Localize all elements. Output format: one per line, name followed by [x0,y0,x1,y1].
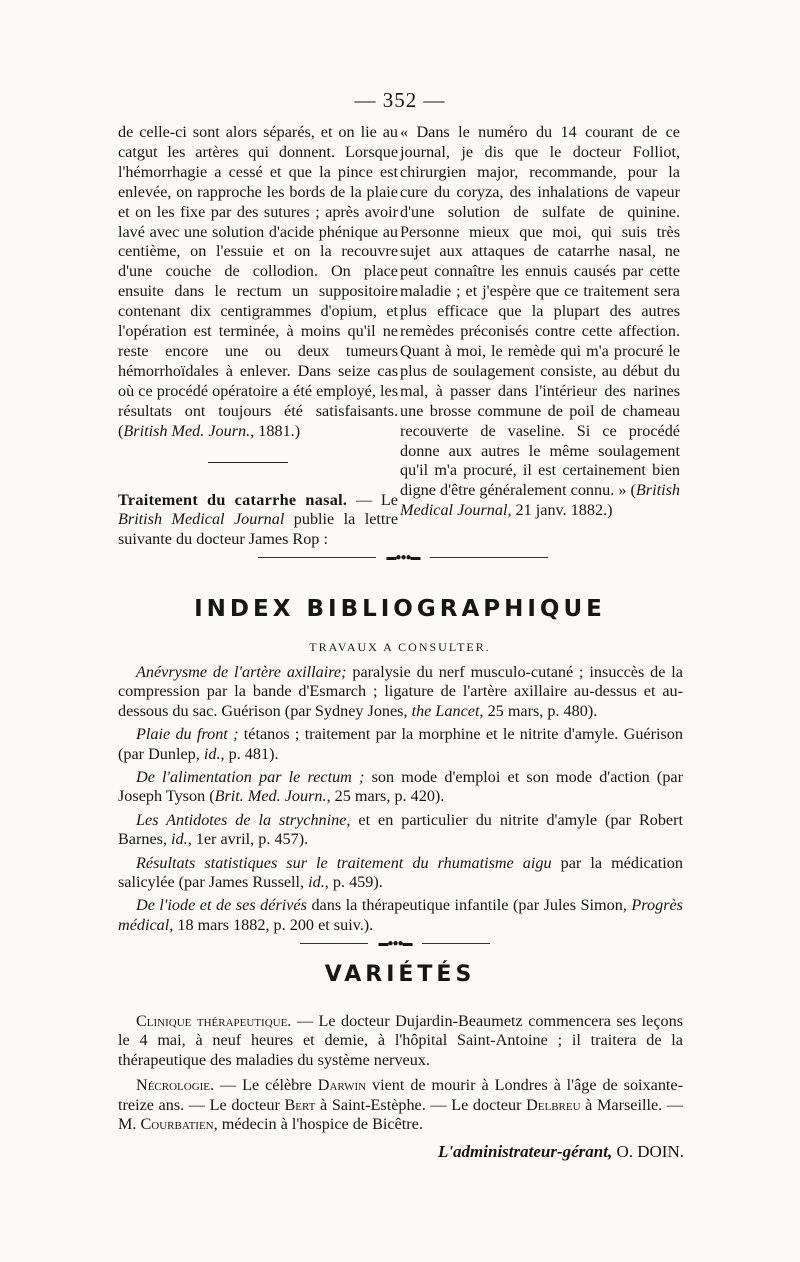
entry-text: dans la thérapeutique infantile (par Jules Simon, [306,896,632,915]
signature [330,1142,684,1162]
catarrhe-dash: — Le [347,490,398,509]
left-column [118,123,398,550]
entry-title: Résultats statistiques sur le traitement du rhumatisme aigu [136,853,552,872]
letter-text: « Dans le numéro du 14 courant de ce journal, je dis que le docteur Folliot, chirurgien major, recommande, pour la cure du coryza, des inhalations de vapeur d'une solution de sulfate de quinine. Personne mieux que moi, qui suis très sujet aux attaques de catarrhe nasal, ne peut connaître les ennuis causés par cette maladie ; et j'espère que ce traitement sera plus efficace que la plupart des autres remèdes préconisés contre cette affection. Quant à moi, le remède qui m'a procuré le plus de soulagement consiste, au début du mal, à passer dans l'intérieur des narines une brosse commune de poil de chameau recouverte de vaseline. Si ce procédé donne aux autres le même soulagement qu'il m'a procuré, il est certainement bien digne d'être généralement connu. » ( [400,123,680,500]
ornament-line-left [300,943,368,944]
index-entry [118,896,683,935]
clinique-head: Clinique thérapeutique. [136,1012,292,1030]
necrologie-name: Darwin [317,1076,367,1095]
ornament-knot: ▬●●●▬ [378,938,412,949]
catarrhe-source: British Medical Journal [118,510,285,529]
index-entry [118,663,683,721]
entry-ref: 18 mars 1882, p. 200 et suiv.). [173,915,374,934]
entry-source: id. [203,744,221,763]
necrologie-paragraph [118,1076,683,1134]
entry-text: et en particulier du nitrite d'amyle (par Robert Barnes, [118,810,684,849]
letter-tail: 21 janv. 1882.) [511,501,613,520]
index-entry [118,725,683,764]
left-para-source-tail: , 1881.) [250,421,301,440]
ornament-line-left [258,557,376,558]
varietes-body [118,1012,683,1140]
catarrhe-heading: Traitement du catarrhe nasal. [118,490,348,509]
necrologie-text: , médecin à l'hospice de Bicêtre. [213,1115,423,1134]
entry-source: id. [171,830,188,849]
left-para-text: de celle-ci sont alors séparés, et on lie au catgut les artères qui donnent. Lorsque l'hémorrhagie a cessé et que la pince est enlevée, on rapproche les bords de la plaie et on les fixe par des sutures ; après avoir lavé avec une solution d'acide phénique au centième, on l'essuie et on la recouvre d'une couche de collodion. On place ensuite dans le rectum un suppositoire contenant dix centigrammes d'opium, et l'opération est terminée, à moins qu'il ne reste encore une ou deux tumeurs hémorrhoïdales à enlever. Dans seize cas où ce procédé opératoire a été employé, les résultats ont toujours été satisfaisants. [118,123,398,420]
entry-source: Progrès médical, [118,896,683,934]
entry-source: id. [308,873,325,892]
entry-text: paralysie du nerf musculo-cutané ; insuccès de la compression par la bande d'Esmarch ; ligature de l'artère axillaire au-dessus et au-dessous du sac. Guérison (par Sydney Jones, [118,663,683,720]
left-paragraph [118,123,398,442]
ornament-line-right [430,557,548,558]
left-para-source-open: ( [118,421,124,440]
entry-source: Brit. Med. Journ. [214,787,327,806]
index-subtitle: TRAVAUX A CONSULTER. [309,640,491,654]
letter-paragraph [400,123,680,521]
page-number: — 352 — [354,88,446,112]
catarrhe-rest: publie la lettre suivante du docteur James Rop : [118,510,398,549]
index-entry [118,854,683,893]
necrologie-text: — Le célèbre [214,1076,318,1095]
entry-ref: , p. 481). [220,744,279,763]
entry-text: tétanos ; traitement par la morphine et le nitrite d'amyle. Guérison (par Dunlep, [118,725,683,763]
necrologie-name: Courbatien [140,1115,214,1134]
entry-title: Les Antidotes de la strychnine, [136,810,351,829]
index-title: INDEX BIBLIOGRAPHIQUE [194,596,606,622]
entry-text: par la médication salicylée (par James Russell, [118,853,683,892]
index-entry [118,768,683,807]
necrologie-head: Nécrologie. [136,1076,215,1095]
ornament-line-right [422,943,490,944]
entry-title: De l'iode et de ses dérivés [136,896,307,915]
ornament-rule-2 [300,938,490,950]
necrologie-name: Delbreu [526,1095,581,1114]
necrologie-text: à Saint-Estèphe. — Le docteur [315,1095,527,1114]
left-para-source: British Med. Journ. [123,421,251,440]
signature-role: L'administrateur-gérant, [437,1142,613,1161]
necrologie-text: vient de mourir à Londres à l'âge de soixante-treize ans. — Le docteur [118,1076,684,1114]
clinique-paragraph [118,1012,683,1070]
letter-source: British Medical Journal, [400,481,680,520]
index-entries [118,663,683,939]
signature-name: O. DOIN. [612,1142,684,1161]
clinique-text: — Le docteur Dujardin-Beaumetz commencera ses leçons le 4 mai, à neuf heures et demie, à l'hôpital Saint-Antoine ; il traitera de la thérapeutique des maladies du système nerveux. [118,1012,683,1069]
catarrhe-paragraph [118,491,398,551]
entry-ref: , p. 459). [324,873,383,892]
ornament-rule [258,552,548,564]
necrologie-text: à Marseille. — M. [118,1095,683,1134]
ornament-knot: ▬●●●▬ [386,552,420,563]
index-entry [118,811,683,850]
necrologie-name: Bert [284,1095,316,1114]
entry-title: Plaie du front ; [136,725,239,744]
short-separator [208,462,288,463]
entry-ref: , 25 mars, p. 420). [326,787,445,806]
entry-ref: , 25 mars, p. 480). [479,701,598,720]
entry-title: Anévrysme de l'artère axillaire; [136,663,347,681]
entry-text: son mode d'emploi et son mode d'action (par Joseph Tyson ( [118,768,683,806]
entry-ref: , 1er avril, p. 457). [187,830,309,849]
right-column [400,123,680,521]
entry-source: the Lancet [411,701,480,720]
varietes-title: VARIÉTÉS [324,962,476,987]
entry-title: De l'alimentation par le rectum ; [136,768,365,787]
